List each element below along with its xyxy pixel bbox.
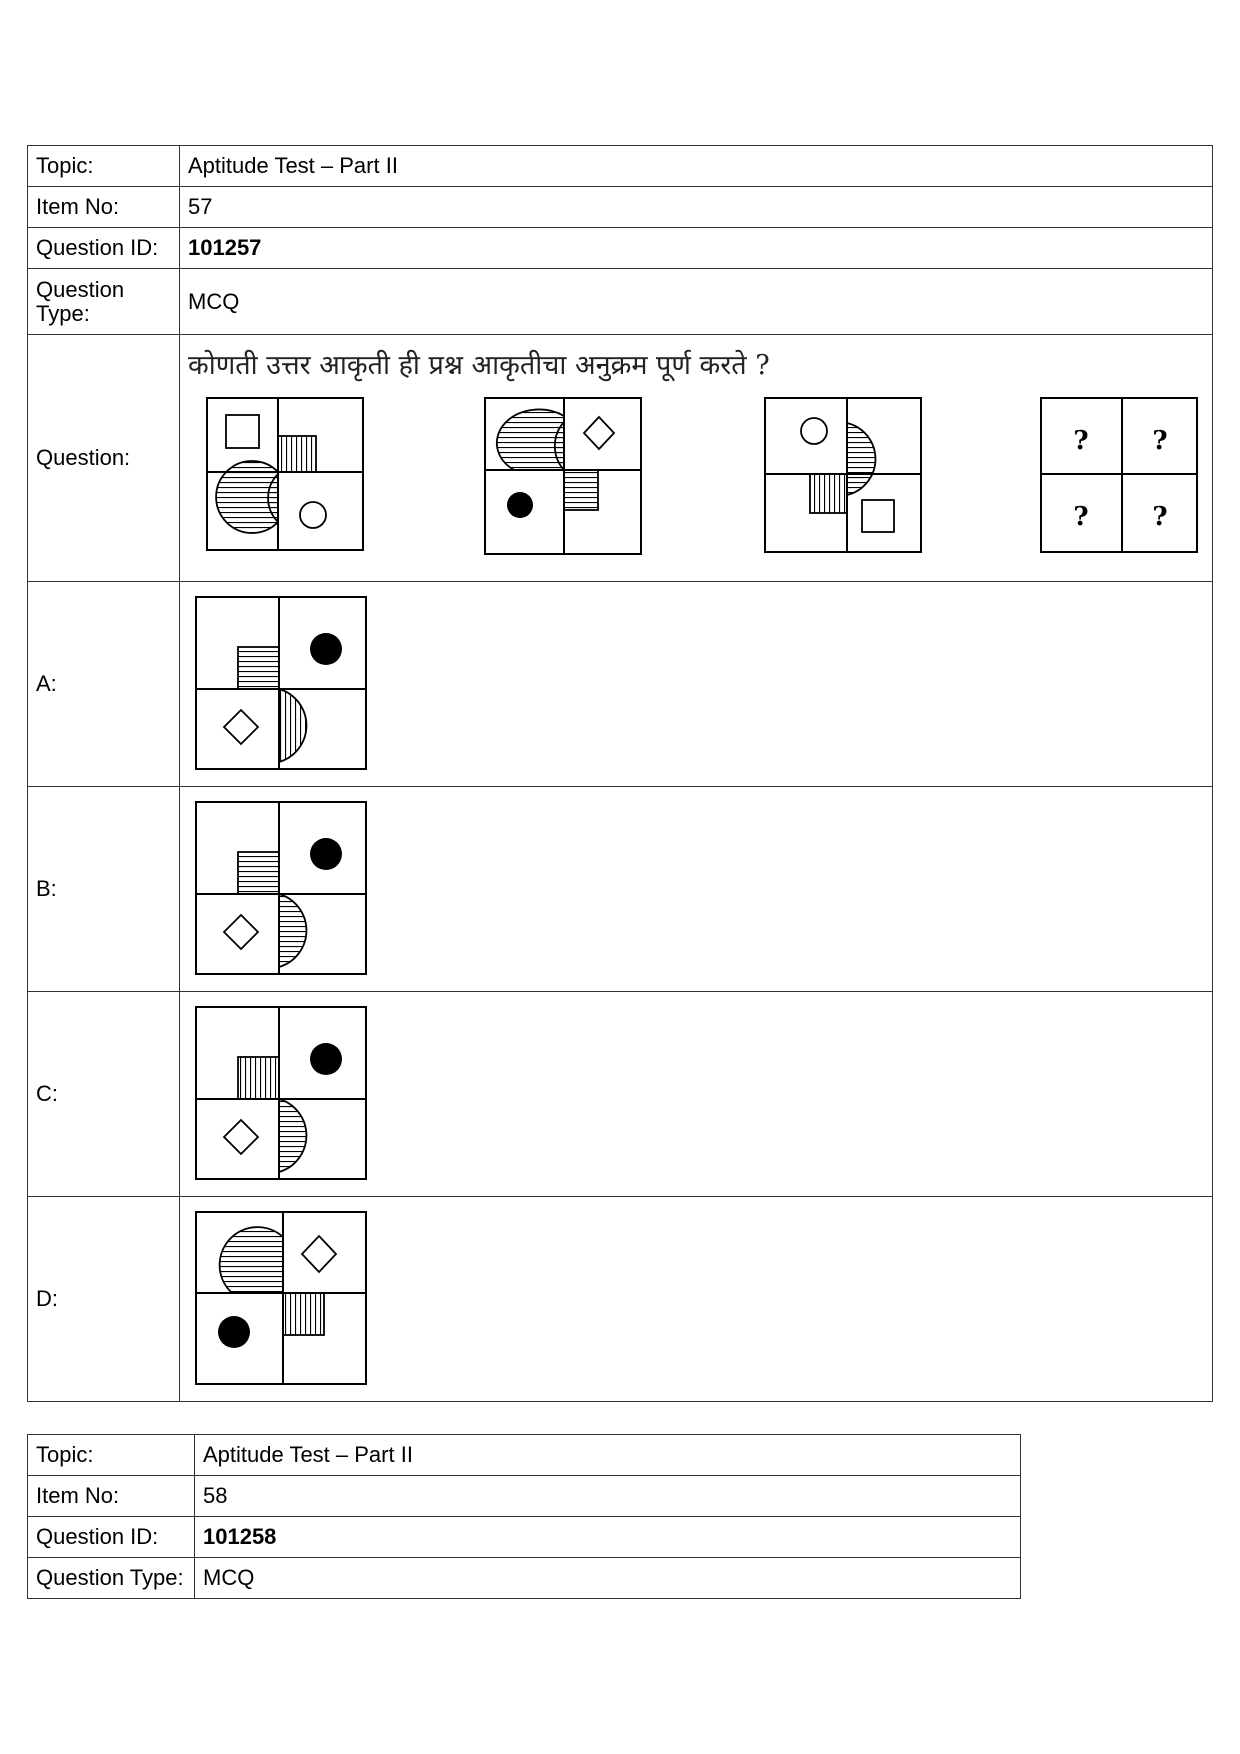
- question-figure-3: [764, 397, 924, 555]
- item-no-label: Item No:: [28, 187, 180, 228]
- unknown-mark: ?: [1073, 426, 1089, 456]
- question-id-label: Question ID:: [28, 228, 180, 269]
- filled-circle: [310, 838, 342, 870]
- option-a-cell[interactable]: [180, 582, 1213, 787]
- option-b-figure[interactable]: [195, 801, 369, 977]
- vertical-striped-rect: [283, 1293, 324, 1335]
- vertical-striped-rect: [238, 1057, 279, 1099]
- diamond-shape: [224, 915, 258, 949]
- half-circle-striped: [279, 689, 306, 762]
- filled-circle: [310, 633, 342, 665]
- vertical-striped-rect: [278, 436, 316, 472]
- question-type-label: Question Type:: [28, 1558, 195, 1599]
- square-shape: [862, 500, 894, 532]
- question-type-label: Question Type:: [28, 269, 180, 335]
- half-circle-striped: [216, 461, 278, 533]
- topic-label: Topic:: [28, 146, 180, 187]
- question-id-label: Question ID:: [28, 1517, 195, 1558]
- item-no-value: 58: [195, 1476, 1021, 1517]
- filled-circle: [218, 1316, 250, 1348]
- option-d-figure[interactable]: [195, 1211, 369, 1387]
- option-b-cell[interactable]: [180, 787, 1213, 992]
- filled-circle: [310, 1043, 342, 1075]
- option-c-figure[interactable]: [195, 1006, 369, 1182]
- question-cell: [180, 335, 1213, 582]
- question-figure-2: [484, 397, 644, 557]
- half-circle-striped: [220, 1227, 283, 1293]
- question-id-value: 101258: [195, 1517, 1021, 1558]
- question-57-table: [27, 145, 1213, 1402]
- option-a-figure[interactable]: [195, 596, 369, 772]
- question-figure-1: [206, 397, 366, 553]
- question-text: कोणती उत्तर आकृती ही प्रश्न आकृतीचा अनुक्रम पूर्ण करते ?: [188, 350, 770, 381]
- option-d-cell[interactable]: [180, 1197, 1213, 1402]
- option-c-label: C:: [28, 992, 180, 1197]
- option-c-cell[interactable]: [180, 992, 1213, 1197]
- half-circle-striped: [497, 409, 564, 470]
- diamond-shape: [584, 417, 614, 449]
- vertical-striped-rect: [810, 474, 847, 513]
- half-circle-striped: [279, 1099, 306, 1172]
- item-no-value: 57: [180, 187, 1213, 228]
- option-a-label: A:: [28, 582, 180, 787]
- horizontal-striped-rect: [238, 647, 279, 689]
- horizontal-striped-rect: [238, 852, 279, 894]
- topic-label: Topic:: [28, 1435, 195, 1476]
- question-label: Question:: [28, 335, 180, 582]
- topic-value: Aptitude Test – Part II: [180, 146, 1213, 187]
- topic-value: Aptitude Test – Part II: [195, 1435, 1021, 1476]
- option-b-label: B:: [28, 787, 180, 992]
- question-type-value: MCQ: [195, 1558, 1021, 1599]
- unknown-mark: ?: [1073, 502, 1089, 532]
- circle-shape: [300, 502, 326, 528]
- half-circle-striped: [279, 894, 306, 967]
- question-58-table: [27, 1434, 1021, 1599]
- half-circle-striped: [847, 423, 875, 495]
- unknown-mark: ?: [1152, 426, 1168, 456]
- filled-circle: [507, 492, 533, 518]
- item-no-label: Item No:: [28, 1476, 195, 1517]
- question-figures: [180, 383, 1212, 565]
- question-id-value: 101257: [180, 228, 1213, 269]
- diamond-shape: [302, 1236, 336, 1272]
- diamond-shape: [224, 710, 258, 744]
- diamond-shape: [224, 1120, 258, 1154]
- square-shape: [226, 415, 259, 448]
- option-d-label: D:: [28, 1197, 180, 1402]
- unknown-mark: ?: [1152, 502, 1168, 532]
- horizontal-striped-rect: [564, 470, 598, 510]
- question-figure-unknown: [1040, 397, 1200, 555]
- circle-shape: [801, 418, 827, 444]
- question-type-value: MCQ: [180, 269, 1213, 335]
